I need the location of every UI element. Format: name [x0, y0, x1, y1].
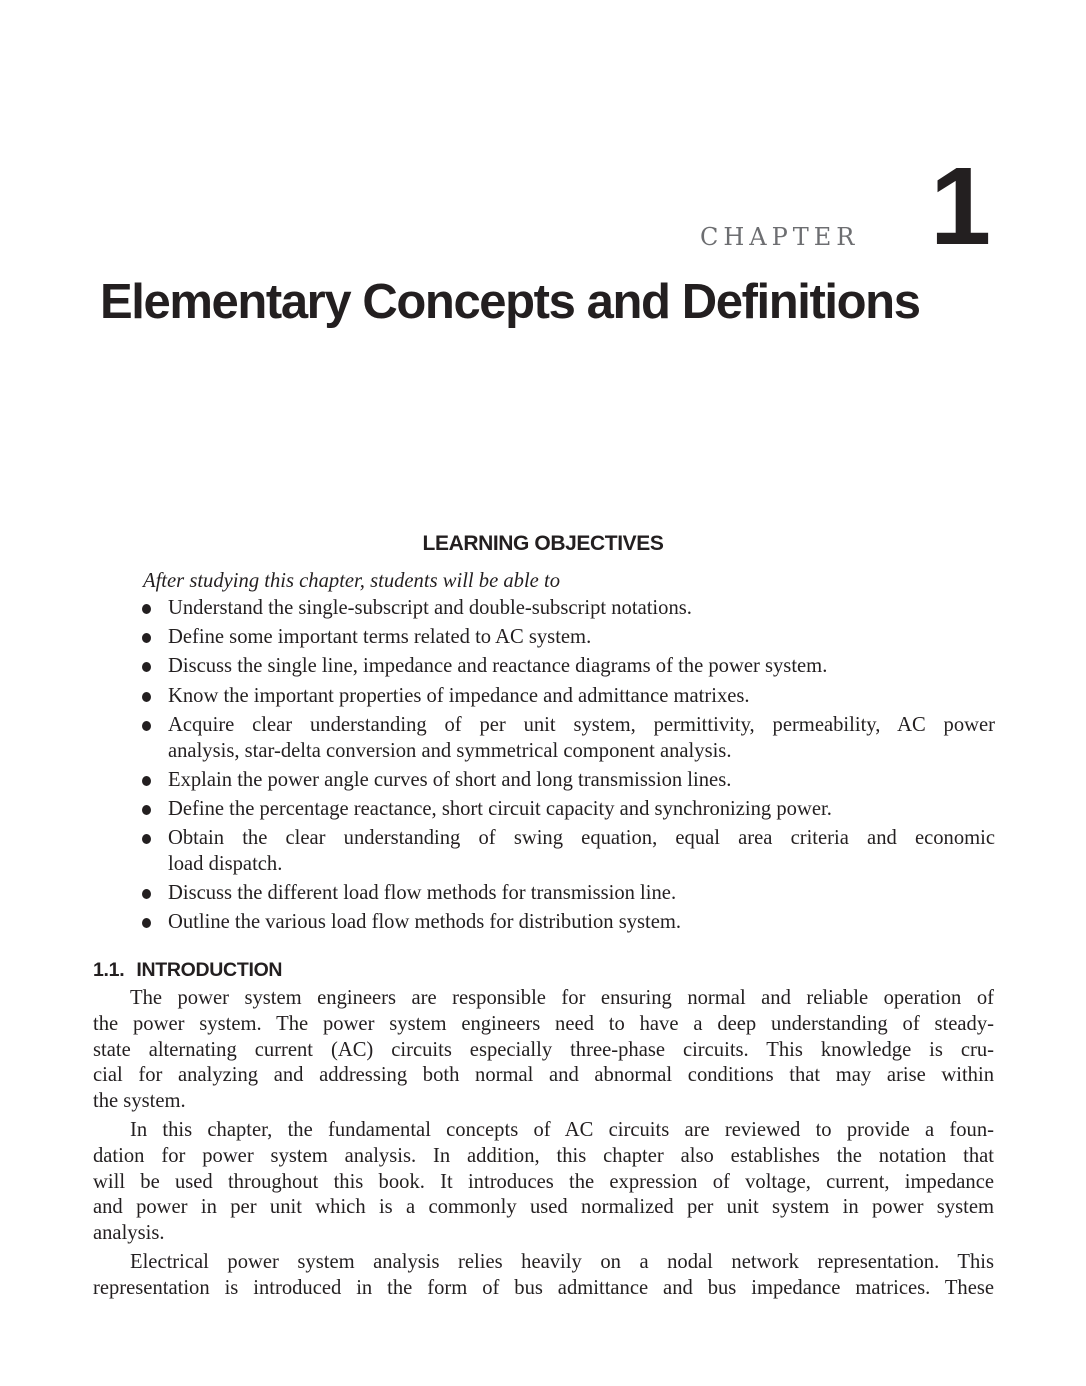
paragraph-line: and power in per unit which is a commonly used normalized per unit system in power system — [93, 1196, 994, 1219]
objective-item — [140, 654, 995, 680]
paragraph — [93, 986, 994, 1115]
chapter-number: 1 — [930, 145, 988, 268]
bullet-icon — [142, 834, 151, 844]
paragraph-line: The power system engineers are responsible for ensuring normal and reliable operation of — [130, 987, 994, 1009]
paragraph-line: analysis. — [93, 1222, 165, 1245]
objective-line: analysis, star-delta conversion and symmetrical component analysis. — [168, 739, 732, 762]
chapter-label: CHAPTER — [700, 223, 860, 251]
objective-item — [140, 826, 995, 878]
paragraph-line: representation is introduced in the form of bus admittance and bus impedance matrices. These — [93, 1276, 994, 1299]
bullet-icon — [142, 805, 151, 815]
learning-objectives-heading-text: LEARNING OBJECTIVES — [422, 532, 664, 555]
objective-line: Outline the various load flow methods for distribution system. — [168, 911, 682, 934]
objective-item — [140, 625, 995, 651]
learning-objectives-list — [140, 596, 995, 939]
learning-objectives-heading — [0, 530, 1086, 558]
section-title: INTRODUCTION — [136, 959, 283, 981]
bullet-icon — [142, 633, 151, 643]
bullet-icon — [142, 662, 151, 672]
paragraph-line: will be used throughout this book. It introduces the expression of voltage, current, impedance — [93, 1170, 994, 1193]
bullet-icon — [142, 889, 151, 899]
paragraph-line: state alternating current (AC) circuits especially three-phase circuits. This knowledge is cru- — [93, 1038, 994, 1061]
bullet-icon — [142, 918, 151, 928]
section-number: 1.1. — [93, 959, 125, 981]
bullet-icon — [142, 776, 151, 786]
objective-line: Obtain the clear understanding of swing equation, equal area criteria and economic — [168, 827, 995, 850]
bullet-icon — [142, 721, 151, 731]
paragraph — [93, 1118, 994, 1247]
objective-item — [140, 684, 995, 710]
objective-line: Acquire clear understanding of per unit system, permittivity, permeability, AC power — [168, 713, 995, 736]
objective-item — [140, 768, 995, 794]
paragraph-line: Electrical power system analysis relies heavily on a nodal network representation. This — [130, 1251, 994, 1273]
paragraph-line: dation for power system analysis. In addition, this chapter also establishes the notation that — [93, 1144, 994, 1167]
objective-line: Define the percentage reactance, short circuit capacity and synchronizing power. — [168, 797, 832, 820]
learning-objectives-intro: After studying this chapter, students will be able to — [143, 570, 560, 592]
objective-line: Discuss the different load flow methods for transmission line. — [168, 882, 677, 905]
objective-line: Explain the power angle curves of short and long transmission lines. — [168, 768, 732, 791]
objective-line: load dispatch. — [168, 852, 283, 875]
objective-item — [140, 596, 995, 622]
paragraph-line: cial for analyzing and addressing both normal and abnormal conditions that may arise within — [93, 1064, 994, 1087]
bullet-icon — [142, 604, 151, 614]
objective-line: Discuss the single line, impedance and reactance diagrams of the power system. — [168, 655, 828, 678]
paragraph-line: In this chapter, the fundamental concepts of AC circuits are reviewed to provide a foun- — [130, 1119, 994, 1141]
section-heading — [93, 957, 282, 983]
objective-item — [140, 881, 995, 907]
objective-line: Know the important properties of impedance and admittance matrixes. — [168, 684, 750, 707]
paragraph-line: the power system. The power system engineers need to have a deep understanding of steady- — [93, 1012, 994, 1035]
objective-line: Understand the single-subscript and double-subscript notations. — [168, 597, 692, 619]
objective-item — [140, 910, 995, 936]
paragraph-line: the system. — [93, 1090, 186, 1113]
chapter-title: Elementary Concepts and Definitions — [100, 275, 920, 329]
bullet-icon — [142, 692, 151, 702]
paragraph — [93, 1250, 994, 1302]
objective-item — [140, 713, 995, 765]
objective-item — [140, 797, 995, 823]
objective-line: Define some important terms related to AC system. — [168, 626, 592, 649]
